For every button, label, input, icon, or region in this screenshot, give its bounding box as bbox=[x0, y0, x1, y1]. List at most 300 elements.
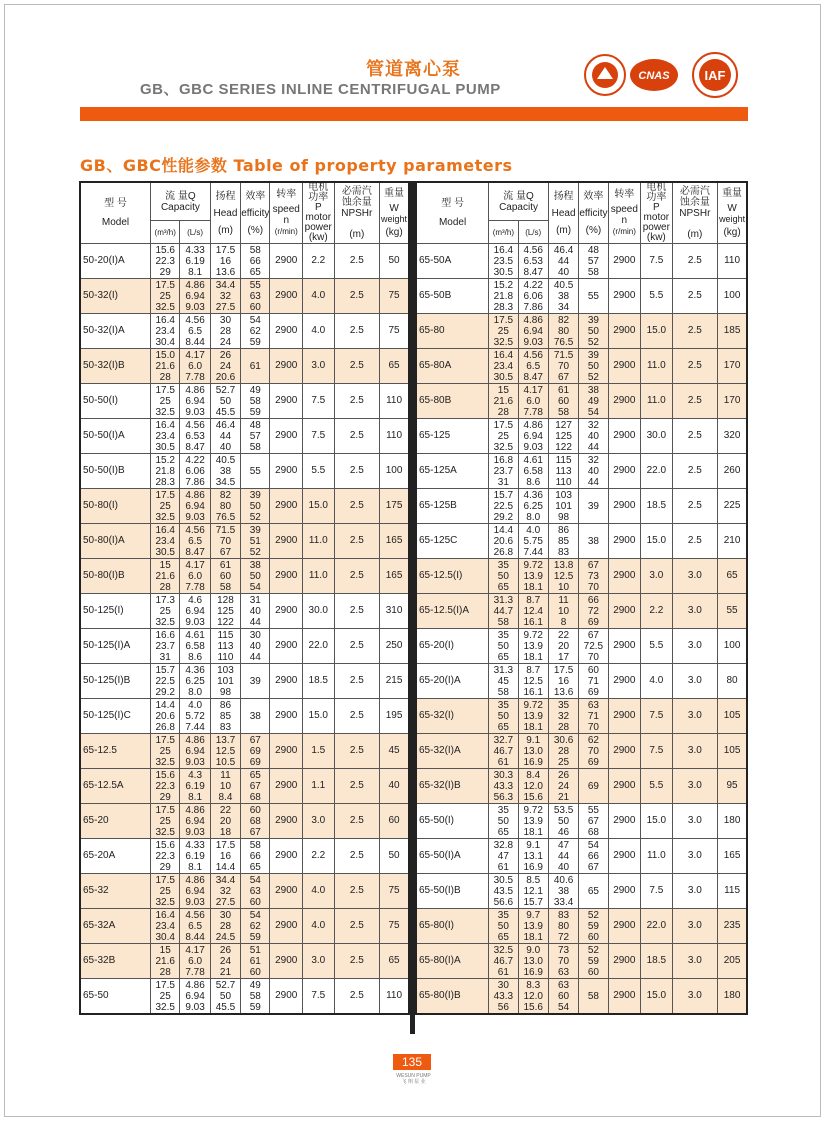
npsh-cell: 2.5 bbox=[672, 279, 718, 314]
table-row bbox=[416, 839, 747, 874]
speed-cell: 2900 bbox=[608, 874, 641, 909]
npsh-cell: 3.0 bbox=[672, 629, 718, 664]
model-cell: 65-80(I) bbox=[416, 909, 489, 944]
model-cell: 65-32A bbox=[80, 909, 151, 944]
capacity-ls-cell: 9.0 13.0 16.9 bbox=[518, 944, 548, 979]
capacity-ls-cell: 4.86 6.94 9.03 bbox=[180, 979, 210, 1015]
efficiency-cell: 52 59 60 bbox=[579, 944, 608, 979]
power-cell: 15.0 bbox=[641, 314, 672, 349]
capacity-ls-cell: 4.3 6.19 8.1 bbox=[180, 769, 210, 804]
table-row bbox=[80, 804, 409, 839]
capacity-ls-cell: 8.7 12.4 16.1 bbox=[518, 594, 548, 629]
efficiency-cell: 39 50 52 bbox=[579, 349, 608, 384]
npsh-cell: 2.5 bbox=[334, 279, 380, 314]
table-row bbox=[416, 349, 747, 384]
model-cell: 50-20(I)A bbox=[80, 244, 151, 279]
speed-cell: 2900 bbox=[270, 489, 303, 524]
model-cell: 65-50 bbox=[80, 979, 151, 1015]
model-cell: 65-32B bbox=[80, 944, 151, 979]
efficiency-cell: 58 66 65 bbox=[241, 244, 270, 279]
weight-cell: 170 bbox=[718, 384, 747, 419]
head-cell: 11 10 8 bbox=[548, 594, 578, 629]
power-cell: 5.5 bbox=[641, 279, 672, 314]
efficiency-cell: 54 62 59 bbox=[241, 909, 270, 944]
capacity-ls-cell: 4.86 6.94 9.03 bbox=[518, 419, 548, 454]
head-cell: 83 80 72 bbox=[548, 909, 578, 944]
capacity-ls-cell: 8.7 12.5 16.1 bbox=[518, 664, 548, 699]
capacity-ls-cell: 4.86 6.94 9.03 bbox=[180, 279, 210, 314]
power-cell: 1.5 bbox=[303, 734, 334, 769]
speed-cell: 2900 bbox=[270, 594, 303, 629]
speed-cell: 2900 bbox=[608, 734, 641, 769]
table-row bbox=[416, 804, 747, 839]
npsh-cell: 3.0 bbox=[672, 874, 718, 909]
model-cell: 50-50(I)B bbox=[80, 454, 151, 489]
capacity-m3h-cell: 16.4 23.4 30.5 bbox=[151, 419, 180, 454]
model-cell: 65-32(I)B bbox=[416, 769, 489, 804]
capacity-m3h-cell: 35 50 65 bbox=[489, 559, 518, 594]
capacity-m3h-cell: 30.5 43.5 56.6 bbox=[489, 874, 518, 909]
capacity-ls-cell: 9.72 13.9 18.1 bbox=[518, 804, 548, 839]
table-row bbox=[80, 454, 409, 489]
capacity-m3h-cell: 17.5 25 32.5 bbox=[489, 314, 518, 349]
speed-cell: 2900 bbox=[270, 944, 303, 979]
efficiency-cell: 39 50 52 bbox=[241, 489, 270, 524]
table-row bbox=[416, 874, 747, 909]
capacity-m3h-cell: 15.6 22.3 29 bbox=[151, 244, 180, 279]
speed-cell: 2900 bbox=[270, 979, 303, 1015]
capacity-m3h-cell: 14.4 20.6 26.8 bbox=[151, 699, 180, 734]
speed-cell: 2900 bbox=[608, 559, 641, 594]
efficiency-cell: 38 bbox=[241, 699, 270, 734]
model-cell: 65-125 bbox=[416, 419, 489, 454]
efficiency-cell: 67 72.5 70 bbox=[579, 629, 608, 664]
table-row bbox=[416, 664, 747, 699]
speed-cell: 2900 bbox=[270, 419, 303, 454]
head-cell: 128 125 122 bbox=[210, 594, 240, 629]
weight-cell: 45 bbox=[380, 734, 409, 769]
capacity-m3h-cell: 17.5 25 32.5 bbox=[151, 489, 180, 524]
efficiency-cell: 54 66 67 bbox=[579, 839, 608, 874]
capacity-ls-cell: 8.3 12.0 15.6 bbox=[518, 979, 548, 1015]
table-row bbox=[80, 384, 409, 419]
capacity-ls-cell: 4.86 6.94 9.03 bbox=[180, 874, 210, 909]
speed-cell: 2900 bbox=[608, 524, 641, 559]
capacity-ls-cell: 4.61 6.58 8.6 bbox=[180, 629, 210, 664]
model-cell: 65-32(I)A bbox=[416, 734, 489, 769]
capacity-m3h-cell: 15.2 21.8 28.3 bbox=[151, 454, 180, 489]
svg-text:CNAS: CNAS bbox=[638, 70, 670, 82]
table-row bbox=[416, 979, 747, 1015]
table-row bbox=[416, 594, 747, 629]
speed-cell: 2900 bbox=[270, 314, 303, 349]
head-cell: 53.5 50 46 bbox=[548, 804, 578, 839]
head-cell: 115 113 110 bbox=[210, 629, 240, 664]
speed-cell: 2900 bbox=[608, 454, 641, 489]
power-cell: 5.5 bbox=[641, 769, 672, 804]
head-cell: 46.4 44 40 bbox=[548, 244, 578, 279]
weight-cell: 105 bbox=[718, 734, 747, 769]
weight-cell: 210 bbox=[718, 524, 747, 559]
weight-cell: 115 bbox=[718, 874, 747, 909]
capacity-m3h-cell: 16.4 23.5 30.5 bbox=[489, 244, 518, 279]
head-cell: 71.5 70 67 bbox=[548, 349, 578, 384]
iaf-logo-icon bbox=[693, 53, 737, 97]
capacity-m3h-cell: 16.4 23.4 30.4 bbox=[151, 314, 180, 349]
power-cell: 5.5 bbox=[303, 454, 334, 489]
table-row bbox=[416, 769, 747, 804]
efficiency-cell: 52 59 60 bbox=[579, 909, 608, 944]
capacity-ls-cell: 9.72 13.9 18.1 bbox=[518, 699, 548, 734]
table-row bbox=[80, 594, 409, 629]
efficiency-cell: 30 40 44 bbox=[241, 629, 270, 664]
head-cell: 86 85 83 bbox=[210, 699, 240, 734]
npsh-cell: 2.5 bbox=[672, 384, 718, 419]
head-cell: 34.4 32 27.5 bbox=[210, 279, 240, 314]
section-title: GB、GBC性能参数 Table of property parameters bbox=[80, 156, 513, 175]
capacity-m3h-cell: 32.8 47 61 bbox=[489, 839, 518, 874]
model-cell: 50-50(I)A bbox=[80, 419, 151, 454]
table-row bbox=[416, 384, 747, 419]
efficiency-cell: 54 63 60 bbox=[241, 874, 270, 909]
efficiency-cell: 55 67 68 bbox=[579, 804, 608, 839]
speed-cell: 2900 bbox=[608, 629, 641, 664]
power-cell: 3.0 bbox=[303, 944, 334, 979]
capacity-ls-cell: 4.22 6.06 7.86 bbox=[180, 454, 210, 489]
capacity-ls-cell: 4.86 6.94 9.03 bbox=[518, 314, 548, 349]
power-cell: 2.2 bbox=[641, 594, 672, 629]
head-cell: 71.5 70 67 bbox=[210, 524, 240, 559]
weight-cell: 170 bbox=[718, 349, 747, 384]
power-cell: 18.5 bbox=[303, 664, 334, 699]
table-row bbox=[80, 769, 409, 804]
head-cell: 13.7 12.5 10.5 bbox=[210, 734, 240, 769]
head-cell: 40.6 38 33.4 bbox=[548, 874, 578, 909]
head-cell: 22 20 17 bbox=[548, 629, 578, 664]
table-row bbox=[80, 489, 409, 524]
capacity-m3h-cell: 30.3 43.3 56.3 bbox=[489, 769, 518, 804]
table-row bbox=[80, 419, 409, 454]
speed-cell: 2900 bbox=[270, 384, 303, 419]
power-cell: 4.0 bbox=[641, 664, 672, 699]
npsh-cell: 2.5 bbox=[334, 559, 380, 594]
header-bar bbox=[80, 107, 748, 121]
npsh-cell: 2.5 bbox=[334, 349, 380, 384]
speed-cell: 2900 bbox=[608, 699, 641, 734]
weight-cell: 75 bbox=[380, 874, 409, 909]
power-cell: 5.5 bbox=[641, 629, 672, 664]
speed-cell: 2900 bbox=[270, 909, 303, 944]
speed-cell: 2900 bbox=[608, 279, 641, 314]
efficiency-cell: 58 66 65 bbox=[241, 839, 270, 874]
speed-cell: 2900 bbox=[270, 699, 303, 734]
capacity-ls-cell: 4.17 6.0 7.78 bbox=[180, 349, 210, 384]
table-row bbox=[80, 524, 409, 559]
power-cell: 3.0 bbox=[303, 804, 334, 839]
power-cell: 11.0 bbox=[641, 384, 672, 419]
capacity-m3h-cell: 15.7 22.5 29.2 bbox=[151, 664, 180, 699]
weight-cell: 50 bbox=[380, 839, 409, 874]
efficiency-cell: 65 bbox=[579, 874, 608, 909]
capacity-ls-cell: 4.61 6.58 8.6 bbox=[518, 454, 548, 489]
efficiency-cell: 48 57 58 bbox=[241, 419, 270, 454]
efficiency-cell: 62 70 69 bbox=[579, 734, 608, 769]
power-cell: 1.1 bbox=[303, 769, 334, 804]
capacity-m3h-cell: 15.6 22.3 29 bbox=[151, 769, 180, 804]
capacity-ls-cell: 8.5 12.1 15.7 bbox=[518, 874, 548, 909]
npsh-cell: 3.0 bbox=[672, 559, 718, 594]
efficiency-cell: 63 71 70 bbox=[579, 699, 608, 734]
table-row bbox=[416, 524, 747, 559]
model-cell: 65-20A bbox=[80, 839, 151, 874]
capacity-ls-cell: 4.56 6.53 8.47 bbox=[518, 244, 548, 279]
efficiency-cell: 61 bbox=[241, 349, 270, 384]
power-cell: 7.5 bbox=[303, 979, 334, 1015]
head-cell: 40.5 38 34.5 bbox=[210, 454, 240, 489]
speed-cell: 2900 bbox=[608, 944, 641, 979]
table-row bbox=[416, 419, 747, 454]
power-cell: 4.0 bbox=[303, 314, 334, 349]
head-cell: 17.5 16 13.6 bbox=[210, 244, 240, 279]
npsh-cell: 3.0 bbox=[672, 769, 718, 804]
model-cell: 65-80A bbox=[416, 349, 489, 384]
capacity-ls-cell: 4.56 6.53 8.47 bbox=[180, 419, 210, 454]
head-cell: 30.6 28 25 bbox=[548, 734, 578, 769]
npsh-cell: 2.5 bbox=[334, 489, 380, 524]
npsh-cell: 2.5 bbox=[334, 839, 380, 874]
capacity-m3h-cell: 35 50 65 bbox=[489, 699, 518, 734]
power-cell: 7.5 bbox=[303, 384, 334, 419]
capacity-ls-cell: 4.17 6.0 7.78 bbox=[180, 944, 210, 979]
power-cell: 15.0 bbox=[641, 524, 672, 559]
power-cell: 3.0 bbox=[641, 559, 672, 594]
weight-cell: 110 bbox=[380, 419, 409, 454]
weight-cell: 250 bbox=[380, 629, 409, 664]
speed-cell: 2900 bbox=[270, 734, 303, 769]
table-row bbox=[416, 454, 747, 489]
weight-cell: 110 bbox=[380, 384, 409, 419]
weight-cell: 40 bbox=[380, 769, 409, 804]
weight-cell: 180 bbox=[718, 804, 747, 839]
efficiency-cell: 39 bbox=[241, 664, 270, 699]
efficiency-cell: 60 71 69 bbox=[579, 664, 608, 699]
power-cell: 15.0 bbox=[303, 489, 334, 524]
page-title-cn: 管道离心泵 bbox=[366, 59, 461, 80]
capacity-m3h-cell: 16.8 23.7 31 bbox=[489, 454, 518, 489]
efficiency-cell: 32 40 44 bbox=[579, 454, 608, 489]
weight-cell: 75 bbox=[380, 314, 409, 349]
speed-cell: 2900 bbox=[270, 839, 303, 874]
company-seal-icon bbox=[585, 55, 625, 95]
capacity-m3h-cell: 17.3 25 32.5 bbox=[151, 594, 180, 629]
npsh-cell: 2.5 bbox=[672, 244, 718, 279]
speed-cell: 2900 bbox=[608, 314, 641, 349]
weight-cell: 65 bbox=[380, 349, 409, 384]
efficiency-cell: 51 61 60 bbox=[241, 944, 270, 979]
weight-cell: 55 bbox=[718, 594, 747, 629]
capacity-m3h-cell: 17.5 25 32.5 bbox=[151, 279, 180, 314]
model-cell: 50-125(I)C bbox=[80, 699, 151, 734]
model-cell: 65-50(I) bbox=[416, 804, 489, 839]
speed-cell: 2900 bbox=[608, 979, 641, 1015]
model-cell: 65-80(I)A bbox=[416, 944, 489, 979]
weight-cell: 165 bbox=[380, 559, 409, 594]
capacity-m3h-cell: 31.3 44.7 58 bbox=[489, 594, 518, 629]
capacity-ls-cell: 9.7 13.9 18.1 bbox=[518, 909, 548, 944]
npsh-cell: 2.5 bbox=[334, 979, 380, 1015]
efficiency-cell: 39 51 52 bbox=[241, 524, 270, 559]
weight-cell: 195 bbox=[380, 699, 409, 734]
model-cell: 50-125(I)B bbox=[80, 664, 151, 699]
npsh-cell: 2.5 bbox=[334, 244, 380, 279]
npsh-cell: 2.5 bbox=[672, 454, 718, 489]
power-cell: 11.0 bbox=[303, 524, 334, 559]
speed-cell: 2900 bbox=[608, 419, 641, 454]
capacity-ls-cell: 4.0 5.75 7.44 bbox=[518, 524, 548, 559]
capacity-ls-cell: 9.1 13.0 16.9 bbox=[518, 734, 548, 769]
efficiency-cell: 67 73 70 bbox=[579, 559, 608, 594]
table-header-units-row: (m³/h) (L/s) bbox=[80, 221, 409, 244]
power-cell: 3.0 bbox=[303, 349, 334, 384]
model-cell: 65-12.5A bbox=[80, 769, 151, 804]
weight-cell: 50 bbox=[380, 244, 409, 279]
table-row bbox=[416, 944, 747, 979]
power-cell: 4.0 bbox=[303, 279, 334, 314]
efficiency-cell: 67 69 69 bbox=[241, 734, 270, 769]
model-cell: 65-12.5(I)A bbox=[416, 594, 489, 629]
power-cell: 18.5 bbox=[641, 489, 672, 524]
footer-brand-cn: 飞 翔 泵 业 bbox=[401, 1079, 426, 1085]
weight-cell: 175 bbox=[380, 489, 409, 524]
model-cell: 50-125(I) bbox=[80, 594, 151, 629]
weight-cell: 60 bbox=[380, 804, 409, 839]
model-cell: 65-80 bbox=[416, 314, 489, 349]
npsh-cell: 3.0 bbox=[672, 664, 718, 699]
power-cell: 30.0 bbox=[303, 594, 334, 629]
head-cell: 30 28 24.5 bbox=[210, 909, 240, 944]
model-cell: 65-125A bbox=[416, 454, 489, 489]
weight-cell: 165 bbox=[718, 839, 747, 874]
head-cell: 35 32 28 bbox=[548, 699, 578, 734]
table-row bbox=[80, 664, 409, 699]
efficiency-cell: 49 58 59 bbox=[241, 979, 270, 1015]
capacity-m3h-cell: 16.4 23.4 30.5 bbox=[489, 349, 518, 384]
capacity-m3h-cell: 17.5 25 32.5 bbox=[151, 804, 180, 839]
power-cell: 22.0 bbox=[641, 909, 672, 944]
power-cell: 15.0 bbox=[641, 804, 672, 839]
model-cell: 50-80(I)A bbox=[80, 524, 151, 559]
efficiency-cell: 55 bbox=[579, 279, 608, 314]
table-header-row: 型 号 Model 流 量Q Capacity 扬程 Head (m) 效率 efficity (%) 转率 speed n (r/min) 电机 功率 P motor power (kw) 必需汽 蚀余量 NPSHr (m) 重量 W weight (kg) bbox=[416, 182, 747, 221]
model-cell: 50-50(I) bbox=[80, 384, 151, 419]
model-cell: 65-20(I)A bbox=[416, 664, 489, 699]
table-header-units-row: (m³/h) (L/s) bbox=[416, 221, 747, 244]
npsh-cell: 2.5 bbox=[334, 454, 380, 489]
speed-cell: 2900 bbox=[270, 349, 303, 384]
speed-cell: 2900 bbox=[608, 804, 641, 839]
model-cell: 65-80(I)B bbox=[416, 979, 489, 1015]
table-row bbox=[80, 244, 409, 279]
model-cell: 65-50(I)A bbox=[416, 839, 489, 874]
capacity-m3h-cell: 35 50 65 bbox=[489, 629, 518, 664]
model-cell: 65-32 bbox=[80, 874, 151, 909]
capacity-ls-cell: 4.86 6.94 9.03 bbox=[180, 734, 210, 769]
head-cell: 13.8 12.5 10 bbox=[548, 559, 578, 594]
capacity-ls-cell: 4.86 6.94 9.03 bbox=[180, 489, 210, 524]
power-cell: 2.2 bbox=[303, 839, 334, 874]
npsh-cell: 2.5 bbox=[334, 664, 380, 699]
capacity-ls-cell: 8.4 12.0 15.6 bbox=[518, 769, 548, 804]
efficiency-cell: 39 50 52 bbox=[579, 314, 608, 349]
efficiency-cell: 39 bbox=[579, 489, 608, 524]
speed-cell: 2900 bbox=[270, 279, 303, 314]
head-cell: 61 60 58 bbox=[210, 559, 240, 594]
capacity-m3h-cell: 16.4 23.4 30.4 bbox=[151, 909, 180, 944]
capacity-m3h-cell: 14.4 20.6 26.8 bbox=[489, 524, 518, 559]
table-row bbox=[416, 699, 747, 734]
table-row bbox=[80, 909, 409, 944]
model-cell: 65-32(I) bbox=[416, 699, 489, 734]
capacity-m3h-cell: 32.7 46.7 61 bbox=[489, 734, 518, 769]
capacity-ls-cell: 4.56 6.5 8.44 bbox=[180, 314, 210, 349]
power-cell: 11.0 bbox=[641, 349, 672, 384]
head-cell: 26 24 21 bbox=[210, 944, 240, 979]
capacity-ls-cell: 4.56 6.5 8.47 bbox=[518, 349, 548, 384]
weight-cell: 320 bbox=[718, 419, 747, 454]
power-cell: 15.0 bbox=[303, 699, 334, 734]
weight-cell: 310 bbox=[380, 594, 409, 629]
efficiency-cell: 65 67 68 bbox=[241, 769, 270, 804]
table-row bbox=[80, 839, 409, 874]
npsh-cell: 3.0 bbox=[672, 699, 718, 734]
page-footer-brand bbox=[0, 1073, 827, 1085]
efficiency-cell: 31 40 44 bbox=[241, 594, 270, 629]
head-cell: 86 85 83 bbox=[548, 524, 578, 559]
capacity-ls-cell: 4.56 6.5 8.44 bbox=[180, 909, 210, 944]
npsh-cell: 2.5 bbox=[334, 804, 380, 839]
table-row bbox=[80, 979, 409, 1015]
head-cell: 61 60 58 bbox=[548, 384, 578, 419]
speed-cell: 2900 bbox=[270, 804, 303, 839]
power-cell: 22.0 bbox=[303, 629, 334, 664]
head-cell: 22 20 18 bbox=[210, 804, 240, 839]
model-cell: 65-125C bbox=[416, 524, 489, 559]
weight-cell: 205 bbox=[718, 944, 747, 979]
efficiency-cell: 38 50 54 bbox=[241, 559, 270, 594]
capacity-m3h-cell: 17.5 25 32.5 bbox=[151, 979, 180, 1015]
capacity-ls-cell: 4.17 6.0 7.78 bbox=[518, 384, 548, 419]
table-row bbox=[80, 559, 409, 594]
npsh-cell: 2.5 bbox=[334, 384, 380, 419]
capacity-m3h-cell: 15.0 21.6 28 bbox=[151, 349, 180, 384]
efficiency-cell: 55 bbox=[241, 454, 270, 489]
efficiency-cell: 54 62 59 bbox=[241, 314, 270, 349]
model-cell: 50-80(I) bbox=[80, 489, 151, 524]
head-cell: 30 28 24 bbox=[210, 314, 240, 349]
table-row bbox=[416, 559, 747, 594]
power-cell: 7.5 bbox=[303, 419, 334, 454]
weight-cell: 100 bbox=[718, 629, 747, 664]
power-cell: 4.0 bbox=[303, 909, 334, 944]
speed-cell: 2900 bbox=[270, 559, 303, 594]
model-cell: 65-20(I) bbox=[416, 629, 489, 664]
npsh-cell: 3.0 bbox=[672, 979, 718, 1015]
head-cell: 82 80 76.5 bbox=[210, 489, 240, 524]
weight-cell: 105 bbox=[718, 699, 747, 734]
weight-cell: 235 bbox=[718, 909, 747, 944]
capacity-m3h-cell: 15.7 22.5 29.2 bbox=[489, 489, 518, 524]
capacity-m3h-cell: 35 50 65 bbox=[489, 909, 518, 944]
